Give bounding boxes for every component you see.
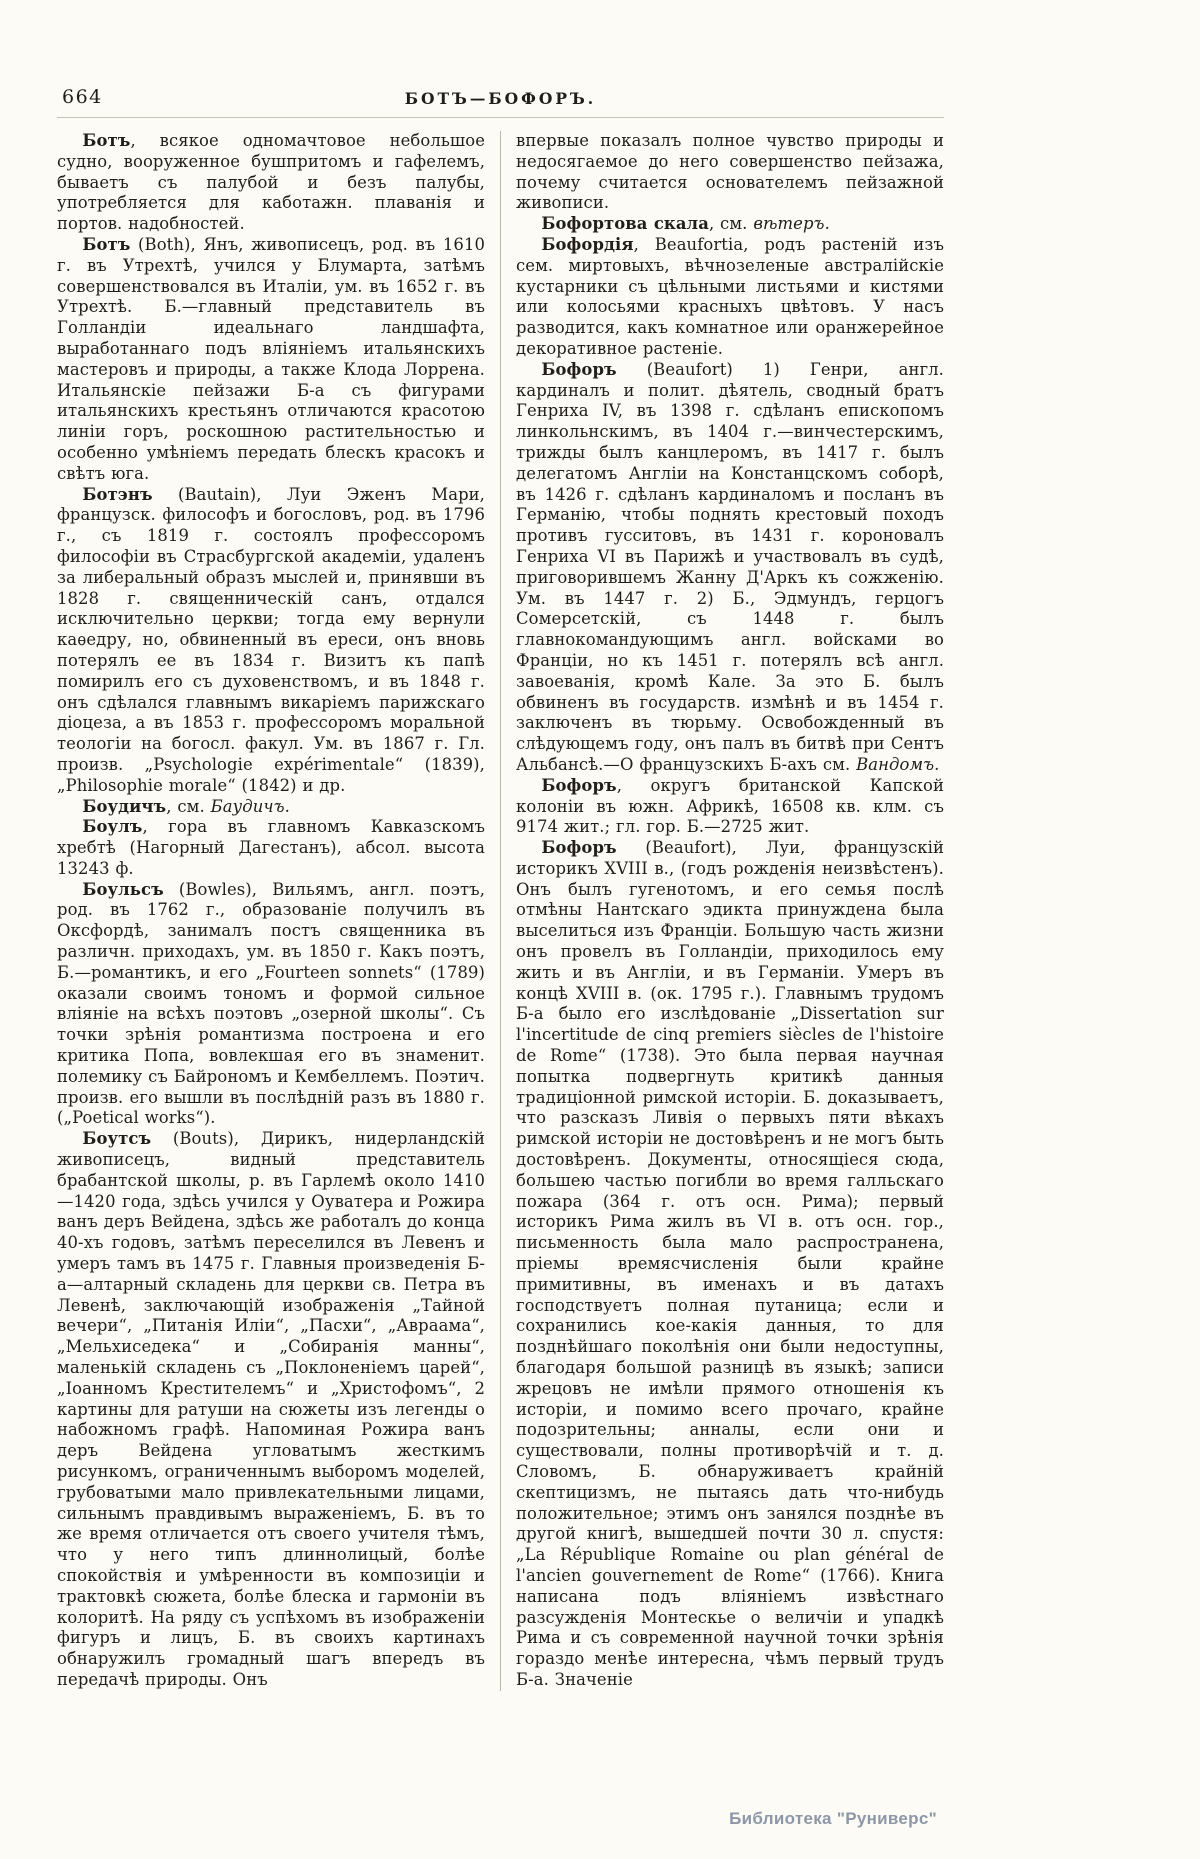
- entry-text: (Bowles), Вильямъ, англ. поэтъ, род. въ 1762 г., образованіе получилъ въ Оксфордѣ, занималъ постъ священника въ различн. приходахъ, ум. въ 1850 г. Какъ поэтъ, Б.—романтикъ, и его „Fourteen sonnets“ (1789) оказали своимъ тономъ и формой сильное вліяніе на всѣхъ поэтовъ „озерной школы“. Съ точки зрѣнія романтизма построена и его критика Попа, вовлекшая его въ знаменит. полемику съ Байрономъ и Кембеллемъ. Поэтич. произв. его вышли въ послѣдній разъ въ 1880 г. („Poetical works“).: [57, 879, 485, 1128]
- entry-term: Бофоръ: [541, 838, 617, 858]
- entry-text: (Both), Янъ, живописецъ, род. въ 1610 г. въ Утрехтѣ, учился у Блумарта, затѣмъ совершенствовался въ Италіи, ум. въ 1652 г. въ Утрехтѣ. Б.—главный представитель въ Голландіи идеальнаго ландшафта, выработаннаго подъ вліяніемъ итальянскихъ мастеровъ и природы, а также Клода Лоррена. Итальянскіе пейзажи Б-а съ фигурами итальянскихъ крестьянъ отличаются красотою линіи горъ, роскошною растительностью и особенно умѣніемъ передать блескъ красокъ и свѣтъ юга.: [57, 234, 485, 483]
- entry-text: , округъ британской Капской колоніи въ южн. Африкѣ, 16508 кв. клм. съ 9174 жит.; гл. гор. Б.—2725 жит.: [516, 775, 944, 837]
- entry-text: , см.: [166, 796, 211, 816]
- entry-text: (Bautain), Луи Эженъ Мари, французск. философъ и богословъ, род. въ 1796 г., съ 1819 г. состоялъ профессоромъ философіи въ Страсбургской академіи, удаленъ за либеральный образъ мыслей и, принявши въ 1828 г. священническій санъ, отдался исключительно церкви; тогда ему вернули каѳедру, но, обвиненный въ ереси, онъ вновь потерялъ ее въ 1834 г. Визитъ къ папѣ помирилъ его съ духовенствомъ, и въ 1848 г. онъ сдѣлался главнымъ викаріемъ парижскаго діоцеза, а въ 1853 г. профессоромъ моральной теологіи на богосл. факул. Ум. въ 1867 г. Гл. произв. „Psychologie expérimentale“ (1839), „Philosophie morale“ (1842) и др.: [57, 484, 485, 795]
- entry-term: Ботъ: [82, 131, 131, 150]
- entry-term: Боулъ: [82, 817, 143, 837]
- entry-term: Бофордія: [541, 234, 634, 254]
- entry-term: Ботэнъ: [82, 484, 153, 504]
- entry-beaufort-henry: [516, 360, 944, 776]
- entry-bowles: [57, 880, 485, 1130]
- entry-text: , гора въ главномъ Кавказскомъ хребтѣ (Нагорный Дагестанъ), абсол. высота 13243 ф.: [57, 817, 485, 878]
- entry-bot-both: [57, 235, 485, 485]
- entry-bouts-continuation: [516, 131, 944, 214]
- header-rule: [57, 117, 944, 118]
- page-body: [57, 131, 944, 1691]
- cross-reference: вѣтеръ.: [753, 214, 830, 234]
- entry-text: , всякое одномачтовое небольшое судно, вооруженное бушпритомъ и гафелемъ, бываетъ съ палубой и безъ палубы, употребляется для каботажн. плаванія и портов. надобностей.: [57, 131, 485, 234]
- entry-term: Ботъ: [82, 234, 131, 254]
- entry-text: , см.: [708, 214, 754, 234]
- page-number: 664: [62, 86, 103, 108]
- left-column: [57, 131, 485, 1691]
- cross-reference: Вандомъ.: [856, 754, 940, 774]
- entry-bouts: [57, 1129, 485, 1691]
- page-header: [57, 86, 944, 112]
- entry-bot-vessel: [57, 131, 485, 235]
- entry-term: Боутсъ: [82, 1129, 152, 1149]
- entry-beaufortia: [516, 235, 944, 360]
- entry-boudich: [57, 797, 485, 818]
- entry-term: Бофортова скала: [541, 214, 709, 234]
- entry-text: (Beaufort), Луи, французскій историкъ XVIII в., (годъ рожденія неизвѣстенъ). Онъ былъ гугенотомъ, и его семья послѣ отмѣны Нантскаго эдикта принуждена была выселиться изъ Франціи. Большую часть жизни онъ провелъ въ Голландіи, приходилось ему жить и въ Англіи, и въ Германіи. Умеръ въ концѣ XVIII в. (ок. 1795 г.). Главнымъ трудомъ Б-а было его изслѣдованіе „Dissertation sur l'incertitude de cinq premiers siècles de l'histoire de Rome“ (1738). Это была первая научная попытка подвергнуть критикѣ данныя традиціонной римской исторіи. Б. доказываетъ, что разсказъ Ливія о первыхъ пяти вѣкахъ римской исторіи не достовѣренъ и не могъ быть достовѣренъ. Документы, относящіеся сюда, большею частью погибли во время галльскаго пожара (364 г. отъ осн. Рима); первый историкъ Рима жилъ въ VI в. отъ осн. гор., письменность была мало распространена, пріемы времясчисленія были крайне примитивны, въ именахъ и въ датахъ господствуетъ полная путаница; если и сохранились кое-какія данныя, то для позднѣйшаго поколѣнія они были недоступны, благодаря большой разницѣ въ языкѣ; записи жрецовъ не имѣли прямого отношенія къ исторіи, и помимо всего прочаго, крайне подозрительны; анналы, если они и существовали, полны противорѣчій и т. д. Словомъ, Б. обнаруживаетъ крайній скептицизмъ, не пытаясь дать что-нибудь положительное; этимъ онъ занялся позднѣе въ другой книгѣ, вышедшей почти 30 л. спустя: „La République Romaine ou plan général de l'ancien gouvernement de Rome“ (1766). Книга написана подъ вліяніемъ извѣстнаго разсужденія Монтескье о величіи и упадкѣ Рима и съ современной научной точки зрѣнія гораздо менѣе интересна, чѣмъ первый трудъ Б-а. Значеніе: [516, 838, 944, 1689]
- cross-reference: Баудичъ.: [210, 796, 290, 816]
- entry-botain: [57, 485, 485, 797]
- entry-term: Боульсъ: [82, 879, 164, 899]
- entry-term: Бофоръ: [541, 359, 617, 379]
- entry-text: , Beaufortia, родъ растеній изъ сем. миртовыхъ, вѣчнозеленые австралійскіе кустарники съ цѣльными листьями и кистями или колосьями красныхъ цвѣтовъ. У насъ разводится, какъ комнатное или оранжерейное декоративное растеніе.: [516, 234, 944, 358]
- library-watermark: Библиотека "Руниверс": [729, 1809, 937, 1828]
- entry-boul: [57, 817, 485, 879]
- entry-beaufort-scale: [516, 214, 944, 235]
- right-column: [516, 131, 944, 1691]
- entry-beaufort-louis: [516, 838, 944, 1691]
- entry-text: впервые показалъ полное чувство природы и недосягаемое до него совершенство пейзажа, почему считается основателемъ пейзажной живописи.: [516, 131, 944, 213]
- entry-text: (Bouts), Дирикъ, нидерландскій живописецъ, видный представитель брабантской школы, р. въ Гарлемѣ около 1410—1420 года, здѣсь учился у Оуватера и Рожира ванъ деръ Вейдена, здѣсь же работалъ до конца 40-хъ годовъ, затѣмъ переселился въ Левенъ и умеръ тамъ въ 1475 г. Главныя произведенія Б-а—алтарный складень для церкви св. Петра въ Левенѣ, заключающій изображенія „Тайной вечери“, „Питанія Иліи“, „Пасхи“, „Авраама“, „Мельхиседека“ и „Собиранія манны“, маленькій складень съ „Поклоненіемъ царей“, „Іоанномъ Крестителемъ“ и „Христофомъ“, 2 картины для ратуши на сюжеты изъ легенды о набожномъ графѣ. Напоминая Рожира ванъ деръ Вейдена угловатымъ жесткимъ рисункомъ, ограниченнымъ выборомъ моделей, грубоватыми мало привлекательными лицами, сильнымъ правдивымъ выраженіемъ, Б. въ то же время отличается отъ своего учителя тѣмъ, что у него типъ длиннолицый, болѣе спокойствія и умѣренности въ композиціи и трактовкѣ сюжета, болѣе блеска и гармоніи въ колоритѣ. На ряду съ успѣхомъ въ изображеніи фигуръ и лицъ, Б. въ своихъ картинахъ обнаружилъ громадный шагъ впередъ въ передачѣ природы. Онъ: [57, 1129, 485, 1689]
- entry-text: (Beaufort) 1) Генри, англ. кардиналъ и полит. дѣятель, сводный братъ Генриха IV, въ 1398 г. сдѣланъ епископомъ линкольнскимъ, въ 1404 г.—винчестерскимъ, трижды былъ канцлеромъ, въ 1417 г. былъ делегатомъ Англіи на Констанцскомъ соборѣ, въ 1426 г. сдѣланъ кардиналомъ и посланъ въ Германію, чтобы поднять крестовый походъ противъ гусситовъ, въ 1431 г. короновалъ Генриха VI въ Парижѣ и участвовалъ въ судѣ, приговорившемъ Жанну Д'Аркъ къ сожженію. Ум. въ 1447 г. 2) Б., Эдмундъ, герцогъ Сомерсетскій, съ 1448 г. былъ главнокомандующимъ англ. войсками во Франціи, но къ 1451 г. потерялъ всѣ англ. завоеванія, кромѣ Кале. За это Б. былъ обвиненъ въ государств. измѣнѣ и въ 1454 г. заключенъ въ тюрьму. Освобожденный въ слѣдующемъ году, онъ палъ въ битвѣ при Сентъ Альбансѣ.—О французскихъ Б-ахъ см.: [516, 359, 944, 774]
- entry-term: Боудичъ: [82, 796, 167, 816]
- running-head: БОТЪ—БОФОРЪ.: [404, 89, 597, 108]
- column-divider: [500, 131, 501, 1691]
- entry-term: Бофоръ: [541, 775, 617, 795]
- entry-beaufort-district: [516, 776, 944, 838]
